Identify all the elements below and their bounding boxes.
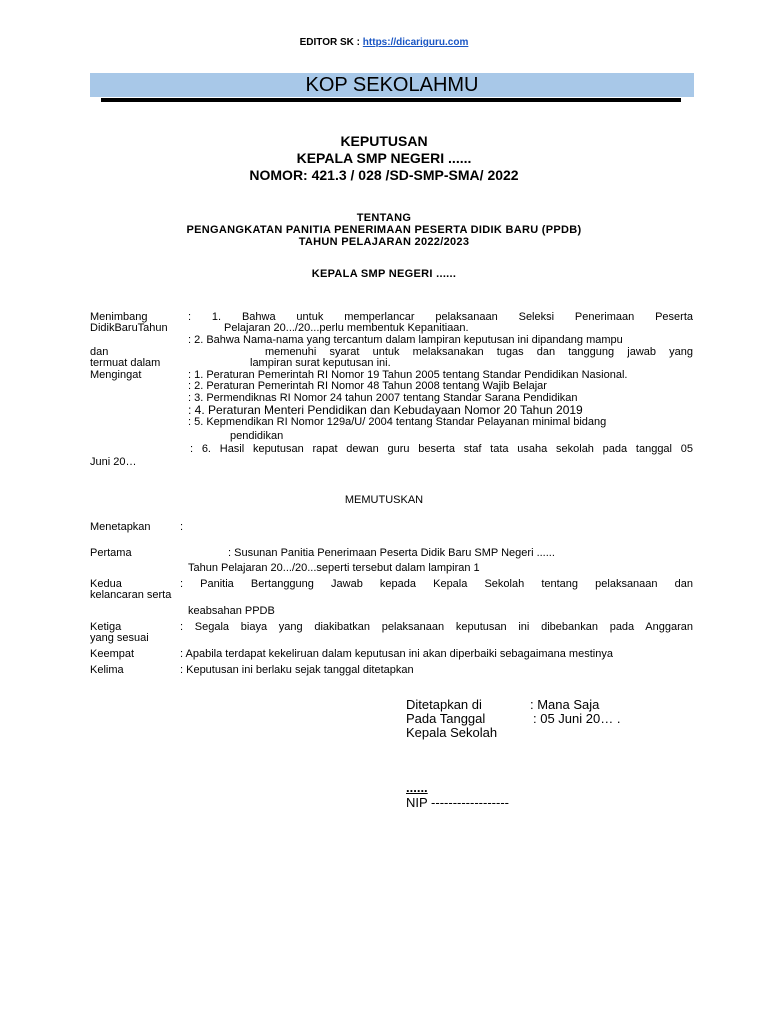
menimbang-2: : 2. Bahwa Nama-nama yang tercantum dalam lampiran keputusan ini dipandang mampu — [188, 334, 623, 346]
mengingat-3: : 3. Permendiknas RI Nomor 24 tahun 2007 tentang Standar Sarana Pendidikan — [188, 392, 578, 404]
kedua-text: : Panitia Bertanggung Jawab kepada Kepala Sekolah tentang pelaksanaan dan — [180, 578, 693, 590]
ditetapkan-label: Ditetapkan di — [406, 697, 482, 712]
memutuskan-heading: MEMUTUSKAN — [344, 494, 424, 506]
menimbang-1: : 1. Bahwa untuk memperlancar pelaksanaan Seleksi Penerimaan Peserta — [188, 311, 693, 323]
keempat-text: : Apabila terdapat kekeliruan dalam keputusan ini akan diperbaiki sebagaimana mestinya — [180, 648, 613, 660]
editor-link[interactable]: https://dicariguru.com — [362, 37, 469, 48]
pertama-text: : Susunan Panitia Penerimaan Peserta Didik Baru SMP Negeri ...... — [228, 547, 555, 559]
mengingat-1: : 1. Peraturan Pemerintah RI Nomor 19 Tahun 2005 tentang Standar Pendidikan Nasional. — [188, 369, 628, 381]
kedua-label: Kedua — [90, 578, 122, 590]
kelima-label: Kelima — [90, 664, 124, 676]
kelima-text: : Keputusan ini berlaku sejak tanggal ditetapkan — [180, 664, 414, 676]
menimbang-2-wrap: dan — [90, 346, 109, 358]
kepala-sekolah-label: Kepala Sekolah — [406, 725, 498, 740]
pertama-label: Pertama — [90, 547, 132, 559]
mengingat-label: Mengingat — [90, 369, 142, 381]
ditetapkan-value: : Mana Saja — [530, 697, 600, 712]
ketiga-label-cont: yang sesuai — [90, 632, 149, 644]
mengingat-4: : 4. Peraturan Menteri Pendidikan dan Kebudayaan Nomor 20 Tahun 2019 — [188, 403, 583, 417]
pertama-text-cont: Tahun Pelajaran 20.../20...seperti tersebut dalam lampiran 1 — [188, 562, 480, 574]
editor-label: EDITOR SK : — [299, 37, 363, 48]
menimbang-1-wrap: DidikBaruTahun — [90, 322, 168, 334]
mengingat-6: : 6. Hasil keputusan rapat dewan guru beserta staf tata usaha sekolah pada tanggal 05 — [190, 443, 693, 455]
kepala-heading: KEPALA SMP NEGERI ...... — [311, 268, 457, 280]
kedua-label-cont: kelancaran serta — [90, 589, 172, 601]
title-keputusan: KEPUTUSAN — [340, 133, 428, 149]
ketiga-label: Ketiga — [90, 621, 122, 633]
menimbang-2-cont: memenuhi syarat untuk melaksanakan tugas dan tanggung jawab yang — [265, 346, 693, 358]
mengingat-6-cont: Juni 20… — [90, 456, 137, 468]
title-nomor: NOMOR: 421.3 / 028 /SD-SMP-SMA/ 2022 — [249, 167, 519, 183]
kedua-text-cont: keabsahan PPDB — [188, 605, 275, 617]
signatory-nip: NIP ------------------ — [406, 795, 509, 810]
doc-title — [0, 133, 768, 184]
mengingat-2: : 2. Peraturan Pemerintah RI Nomor 48 Tahun 2008 tentang Wajib Belajar — [188, 380, 547, 392]
kop-sekolah-banner: KOP SEKOLAHMU — [90, 73, 694, 97]
tentang-subject: PENGANGKATAN PANITIA PENERIMAAN PESERTA DIDIK BARU (PPDB) — [186, 224, 582, 236]
title-kepala: KEPALA SMP NEGERI ...... — [296, 150, 472, 166]
menetapkan-colon: : — [180, 521, 184, 533]
tentang-label: TENTANG — [356, 212, 412, 224]
tentang-tahun: TAHUN PELAJARAN 2022/2023 — [298, 236, 470, 248]
editor-credit — [0, 37, 768, 48]
tanggal-value: : 05 Juni 20… . — [533, 711, 621, 726]
ketiga-text: : Segala biaya yang diakibatkan pelaksanaan keputusan ini dibebankan pada Anggaran — [180, 621, 693, 633]
menimbang-label: Menimbang — [90, 311, 148, 323]
tentang-block — [0, 212, 768, 248]
mengingat-5-cont: pendidikan — [230, 430, 284, 442]
keempat-label: Keempat — [90, 648, 135, 660]
tanggal-label: Pada Tanggal — [406, 711, 486, 726]
kop-divider — [101, 98, 681, 102]
menimbang-2-wrap2: termuat dalam — [90, 357, 161, 369]
signatory-name: ...... — [406, 780, 428, 795]
menetapkan-label: Menetapkan — [90, 521, 151, 533]
menimbang-2-cont2: lampiran surat keputusan ini. — [250, 357, 391, 369]
mengingat-5: : 5. Kepmendikan RI Nomor 129a/U/ 2004 tentang Standar Pelayanan minimal bidang — [188, 416, 607, 428]
menimbang-1-cont: Pelajaran 20.../20...perlu membentuk Kepanitiaan. — [224, 322, 469, 334]
